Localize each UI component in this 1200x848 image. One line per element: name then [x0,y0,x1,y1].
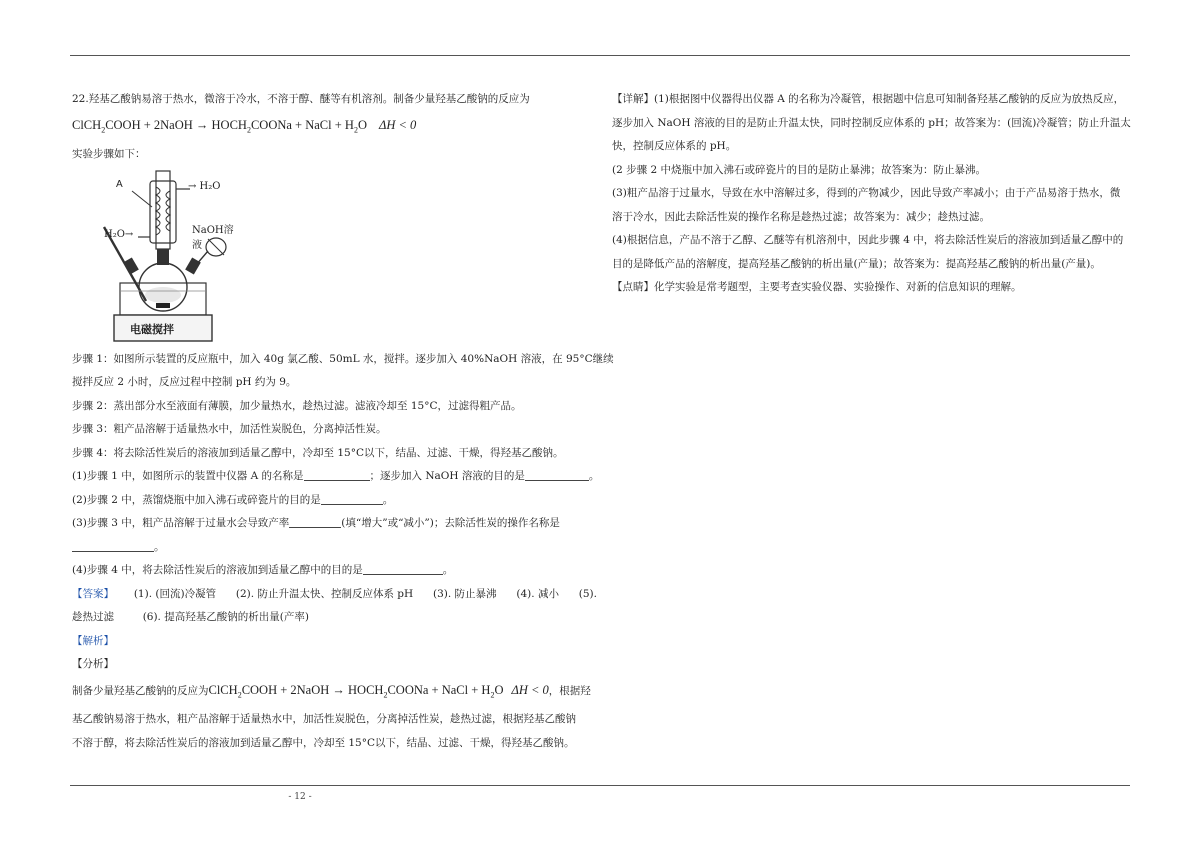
detail-p1-l3: 快，控制反应体系的 pH。 [612,140,737,152]
detail-p3-l1: (3)粗产品溶于过量水，导致在水中溶解过多，得到的产物减少，因此导致产率减小；由于产品易溶于热水，微 [612,187,1121,199]
analysis-text: ，根据羟 [548,684,591,697]
eq-sub: 2 [383,690,388,699]
eq-part: ClCH [72,117,102,132]
analysis-text: 制备少量羟基乙酸钠的反应为 [72,684,209,697]
question-3 [72,512,597,536]
footer-rule [70,785,1130,786]
header-rule [70,55,1130,56]
eq-part: COOH + 2NaOH → HOCH [241,682,384,697]
answer-item: (5). [578,587,597,600]
eq-part: O [357,117,367,132]
step4: 步骤 4：将去除活性炭后的溶液加到适量乙醇中，冷却至 15°C以下，结晶、过滤、干燥，得羟基乙酸钠。 [72,446,564,459]
steps-label: 实验步骤如下： [72,148,146,160]
eq-sub: 2 [237,690,242,699]
apparatus-diagram [100,169,240,344]
right-column [612,88,1131,300]
step2: 步骤 2：蒸出部分水至液面有薄膜，加少量热水，趁热过滤。滤液冷却至 15°C，过滤得粗产品。 [72,399,522,412]
q1-text: 。 [588,470,600,482]
detail-p1-l2: 逐步加入 NaOH 溶液的目的是防止升温太快，同时控制反应体系的 pH；故答案为：(回流)冷凝管；防止升温太 [612,116,1131,129]
q4-text: 。 [442,564,454,576]
answer-item: 趁热过滤 [72,611,114,623]
detail-p4-l2: 目的是降低产品的溶解度，提高羟基乙酸钠的析出量(产量)；故答案为：提高羟基乙酸钠的析出量(产量)。 [612,257,1101,270]
detail-comment: 【点睛】化学实验是常考题型，主要考查实验仪器、实验操作、对新的信息知识的理解。 [612,281,1022,293]
analysis-label: 【解析】 [72,634,114,647]
label-stirrer: 电磁搅拌 [130,322,174,336]
step1-line2: 搅拌反应 2 小时，反应过程中控制 pH 约为 9。 [72,376,297,388]
answer-item: (4). 减小 [516,587,559,600]
q4-text: (4)步骤 4 中，将去除活性炭后的溶液加到适量乙醇中的目的是 [72,564,363,576]
answer-blank[interactable] [321,493,383,505]
analysis-sub-label: 【分析】 [72,658,114,670]
question-1 [72,465,600,489]
delta-h: ΔH < 0 [511,682,549,697]
analysis-line2: 基乙酸钠易溶于热水，粗产品溶解于适量热水中，加活性炭脱色，分离掉活性炭，趁热过滤，根据羟基乙酸钠 [72,713,576,725]
step1-line1: 步骤 1：如图所示装置的反应瓶中，加入 40g 氯乙酸、50mL 水，搅拌。逐步加入 40%NaOH 溶液，在 95°C继续 [72,352,614,365]
left-column [72,88,614,755]
analysis-equation [209,683,549,697]
question-2 [72,489,597,513]
detail-p3-l2: 溶于冷水，因此去除活性炭的操作名称是趁热过滤；故答案为：减少；趁热过滤。 [612,210,990,223]
answer-row [72,583,597,607]
page-number: - 12 - [288,792,312,802]
eq-part: O [494,682,504,697]
q2-text: 。 [382,493,394,506]
answer-item: (2). 防止升温太快、控制反应体系 pH [235,587,414,600]
answer-row-2 [72,606,597,630]
detail-p1-l1: 【详解】(1)根据图中仪器得出仪器 A 的名称为冷凝管，根据题中信息可知制备羟基乙酸钠的反应为放热反应， [612,93,1125,105]
question-intro: 22.羟基乙酸钠易溶于热水，微溶于冷水，不溶于醇、醚等有机溶剂。制备少量羟基乙酸钠的反应为 [72,93,530,105]
question-4 [72,559,597,583]
eq-part: COONa + NaCl + H [387,682,491,697]
analysis-line1 [72,677,597,709]
answer-blank[interactable] [363,563,443,575]
answer-label: 【答案】 [72,587,114,600]
label-a: A [116,178,123,190]
reaction-equation [72,112,597,144]
step3: 步骤 3：粗产品溶解于适量热水中，加活性炭脱色，分离掉活性炭。 [72,423,387,435]
q1-text: (1)步骤 1 中，如图所示的装置中仪器 A 的名称是 [72,470,304,482]
detail-p2: (2 步骤 2 中烧瓶中加入沸石或碎瓷片的目的是防止暴沸；故答案为：防止暴沸。 [612,163,986,176]
q3-text: (3)步骤 3 中，粗产品溶解于过量水会导致产率 [72,517,290,529]
delta-h: ΔH < 0 [378,117,417,132]
label-naoh: NaOH溶液 [192,224,234,251]
eq-part: ClCH [208,682,238,697]
analysis-line3: 不溶于醇，将去除活性炭后的溶液加到适量乙醇中，冷却至 15°C以下，结晶、过滤、干燥，得羟基乙酸钠。 [72,736,575,749]
label-h2o-in: H₂O→ [104,228,134,240]
q1-text: ；逐步加入 NaOH 溶液的目的是 [369,470,525,482]
eq-sub: 2 [246,125,251,134]
detail-p4-l1: (4)根据信息，产品不溶于乙醇、乙醚等有机溶剂中，因此步骤 4 中，将去除活性炭后的溶液加到适量乙醇中的 [612,234,1124,246]
label-h2o-out: → H₂O [188,180,221,192]
answer-item: (1). (回流)冷凝管 [133,587,217,600]
q3-text: 。 [154,540,165,553]
apparatus-figure [100,169,240,344]
answer-blank[interactable] [525,469,589,481]
q2-text: (2)步骤 2 中，蒸馏烧瓶中加入沸石或碎瓷片的目的是 [72,493,321,506]
answer-item: (3). 防止暴沸 [433,587,497,600]
eq-sub: 2 [101,125,106,134]
eq-sub: 2 [490,690,495,699]
answer-blank[interactable] [289,516,341,528]
answer-blank[interactable] [304,469,370,481]
answer-item: (6). 提高羟基乙酸钠的析出量(产率) [142,611,309,623]
answer-blank[interactable] [72,540,154,552]
question-3-cont [72,536,597,560]
q3-text: (填“增大”或“减小”)；去除活性炭的操作名称是 [341,517,560,529]
eq-part: COOH + 2NaOH → HOCH [105,117,247,132]
eq-part: COONa + NaCl + H [250,117,354,132]
eq-sub: 2 [353,125,358,134]
